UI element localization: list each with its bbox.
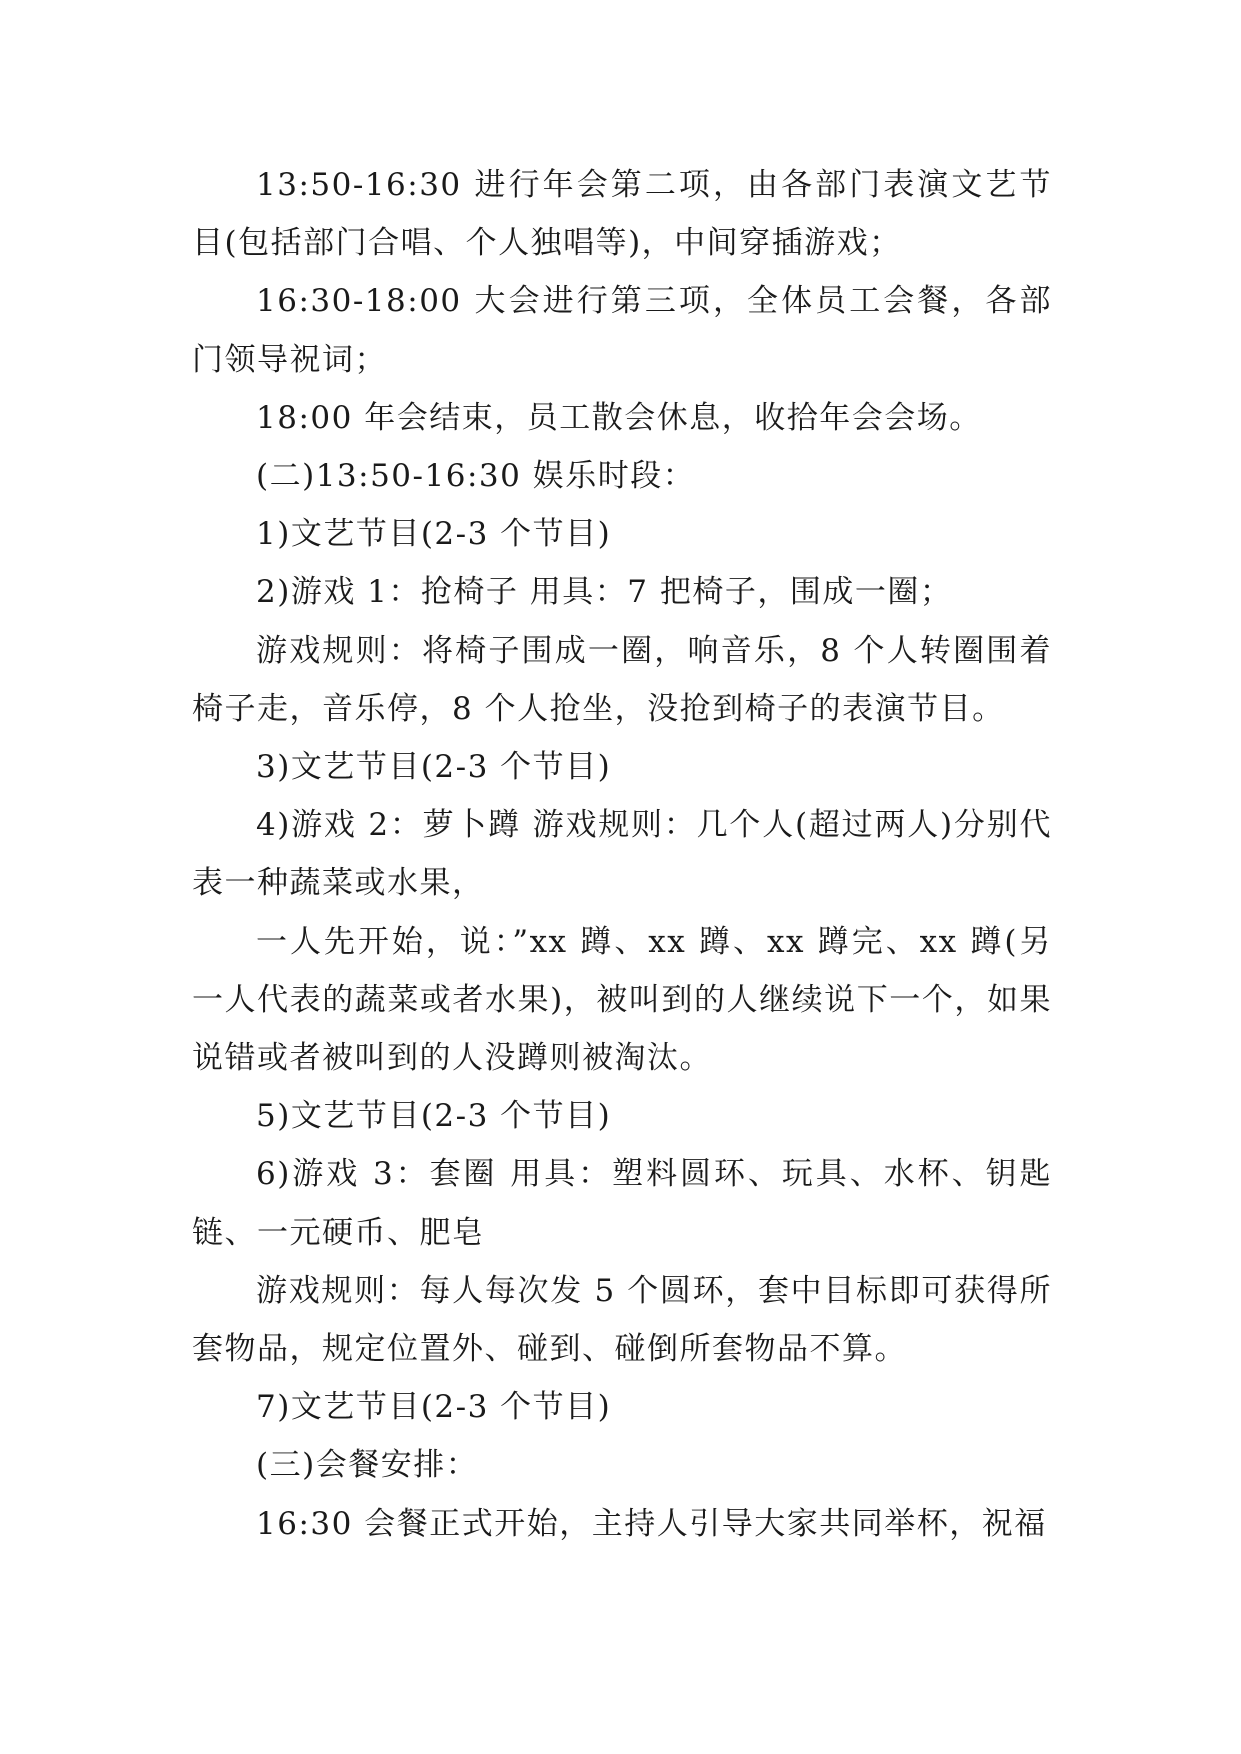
list-item-program-1: 1)文艺节目(2-3 个节目) xyxy=(256,516,612,553)
paragraph-game-1-rules: 游戏规则：将椅子围成一圈，响音乐，8 个人转圈围着椅子走，音乐停，8 个人抢坐，没抢到椅子的表演节目。 xyxy=(192,632,1052,727)
paragraph-dinner-start: 16:30 会餐正式开始，主持人引导大家共同举杯，祝福 xyxy=(256,1505,1047,1542)
list-item-program-3: 3)文艺节目(2-3 个节目) xyxy=(256,749,612,786)
list-item-game-3: 6)游戏 3：套圈 用具：塑料圆环、玩具、水杯、钥匙链、一元硬币、肥皂 xyxy=(192,1156,1052,1251)
paragraph-schedule-part-two: 13:50-16:30 进行年会第二项，由各部门表演文艺节目(包括部门合唱、个人独唱等)，中间穿插游戏； xyxy=(192,167,1052,262)
list-item-game-2: 4)游戏 2：萝卜蹲 游戏规则：几个人(超过两人)分别代表一种蔬菜或水果， xyxy=(192,807,1052,902)
list-item-program-5: 5)文艺节目(2-3 个节目) xyxy=(256,1098,612,1135)
paragraph-game-3-rules: 游戏规则：每人每次发 5 个圆环，套中目标即可获得所套物品，规定位置外、碰到、碰倒所套物品不算。 xyxy=(192,1272,1052,1368)
paragraph-game-2-rules: 一人先开始，说：”xx 蹲、xx 蹲、xx 蹲完、xx 蹲(另一人代表的蔬菜或者水果)，被叫到的人继续说下一个，如果说错或者被叫到的人没蹲则被淘汰。 xyxy=(192,923,1052,1077)
document-body xyxy=(192,156,1052,1553)
paragraph-schedule-part-three: 16:30-18:00 大会进行第三项，全体员工会餐，各部门领导祝词； xyxy=(192,283,1052,378)
section-heading-dinner: (三)会餐安排： xyxy=(256,1447,479,1484)
paragraph-schedule-end: 18:00 年会结束，员工散会休息，收拾年会会场。 xyxy=(256,399,982,436)
section-heading-entertainment: (二)13:50-16:30 娱乐时段： xyxy=(256,458,696,495)
list-item-program-7: 7)文艺节目(2-3 个节目) xyxy=(256,1389,612,1426)
list-item-game-1: 2)游戏 1：抢椅子 用具：7 把椅子，围成一圈； xyxy=(256,574,953,611)
